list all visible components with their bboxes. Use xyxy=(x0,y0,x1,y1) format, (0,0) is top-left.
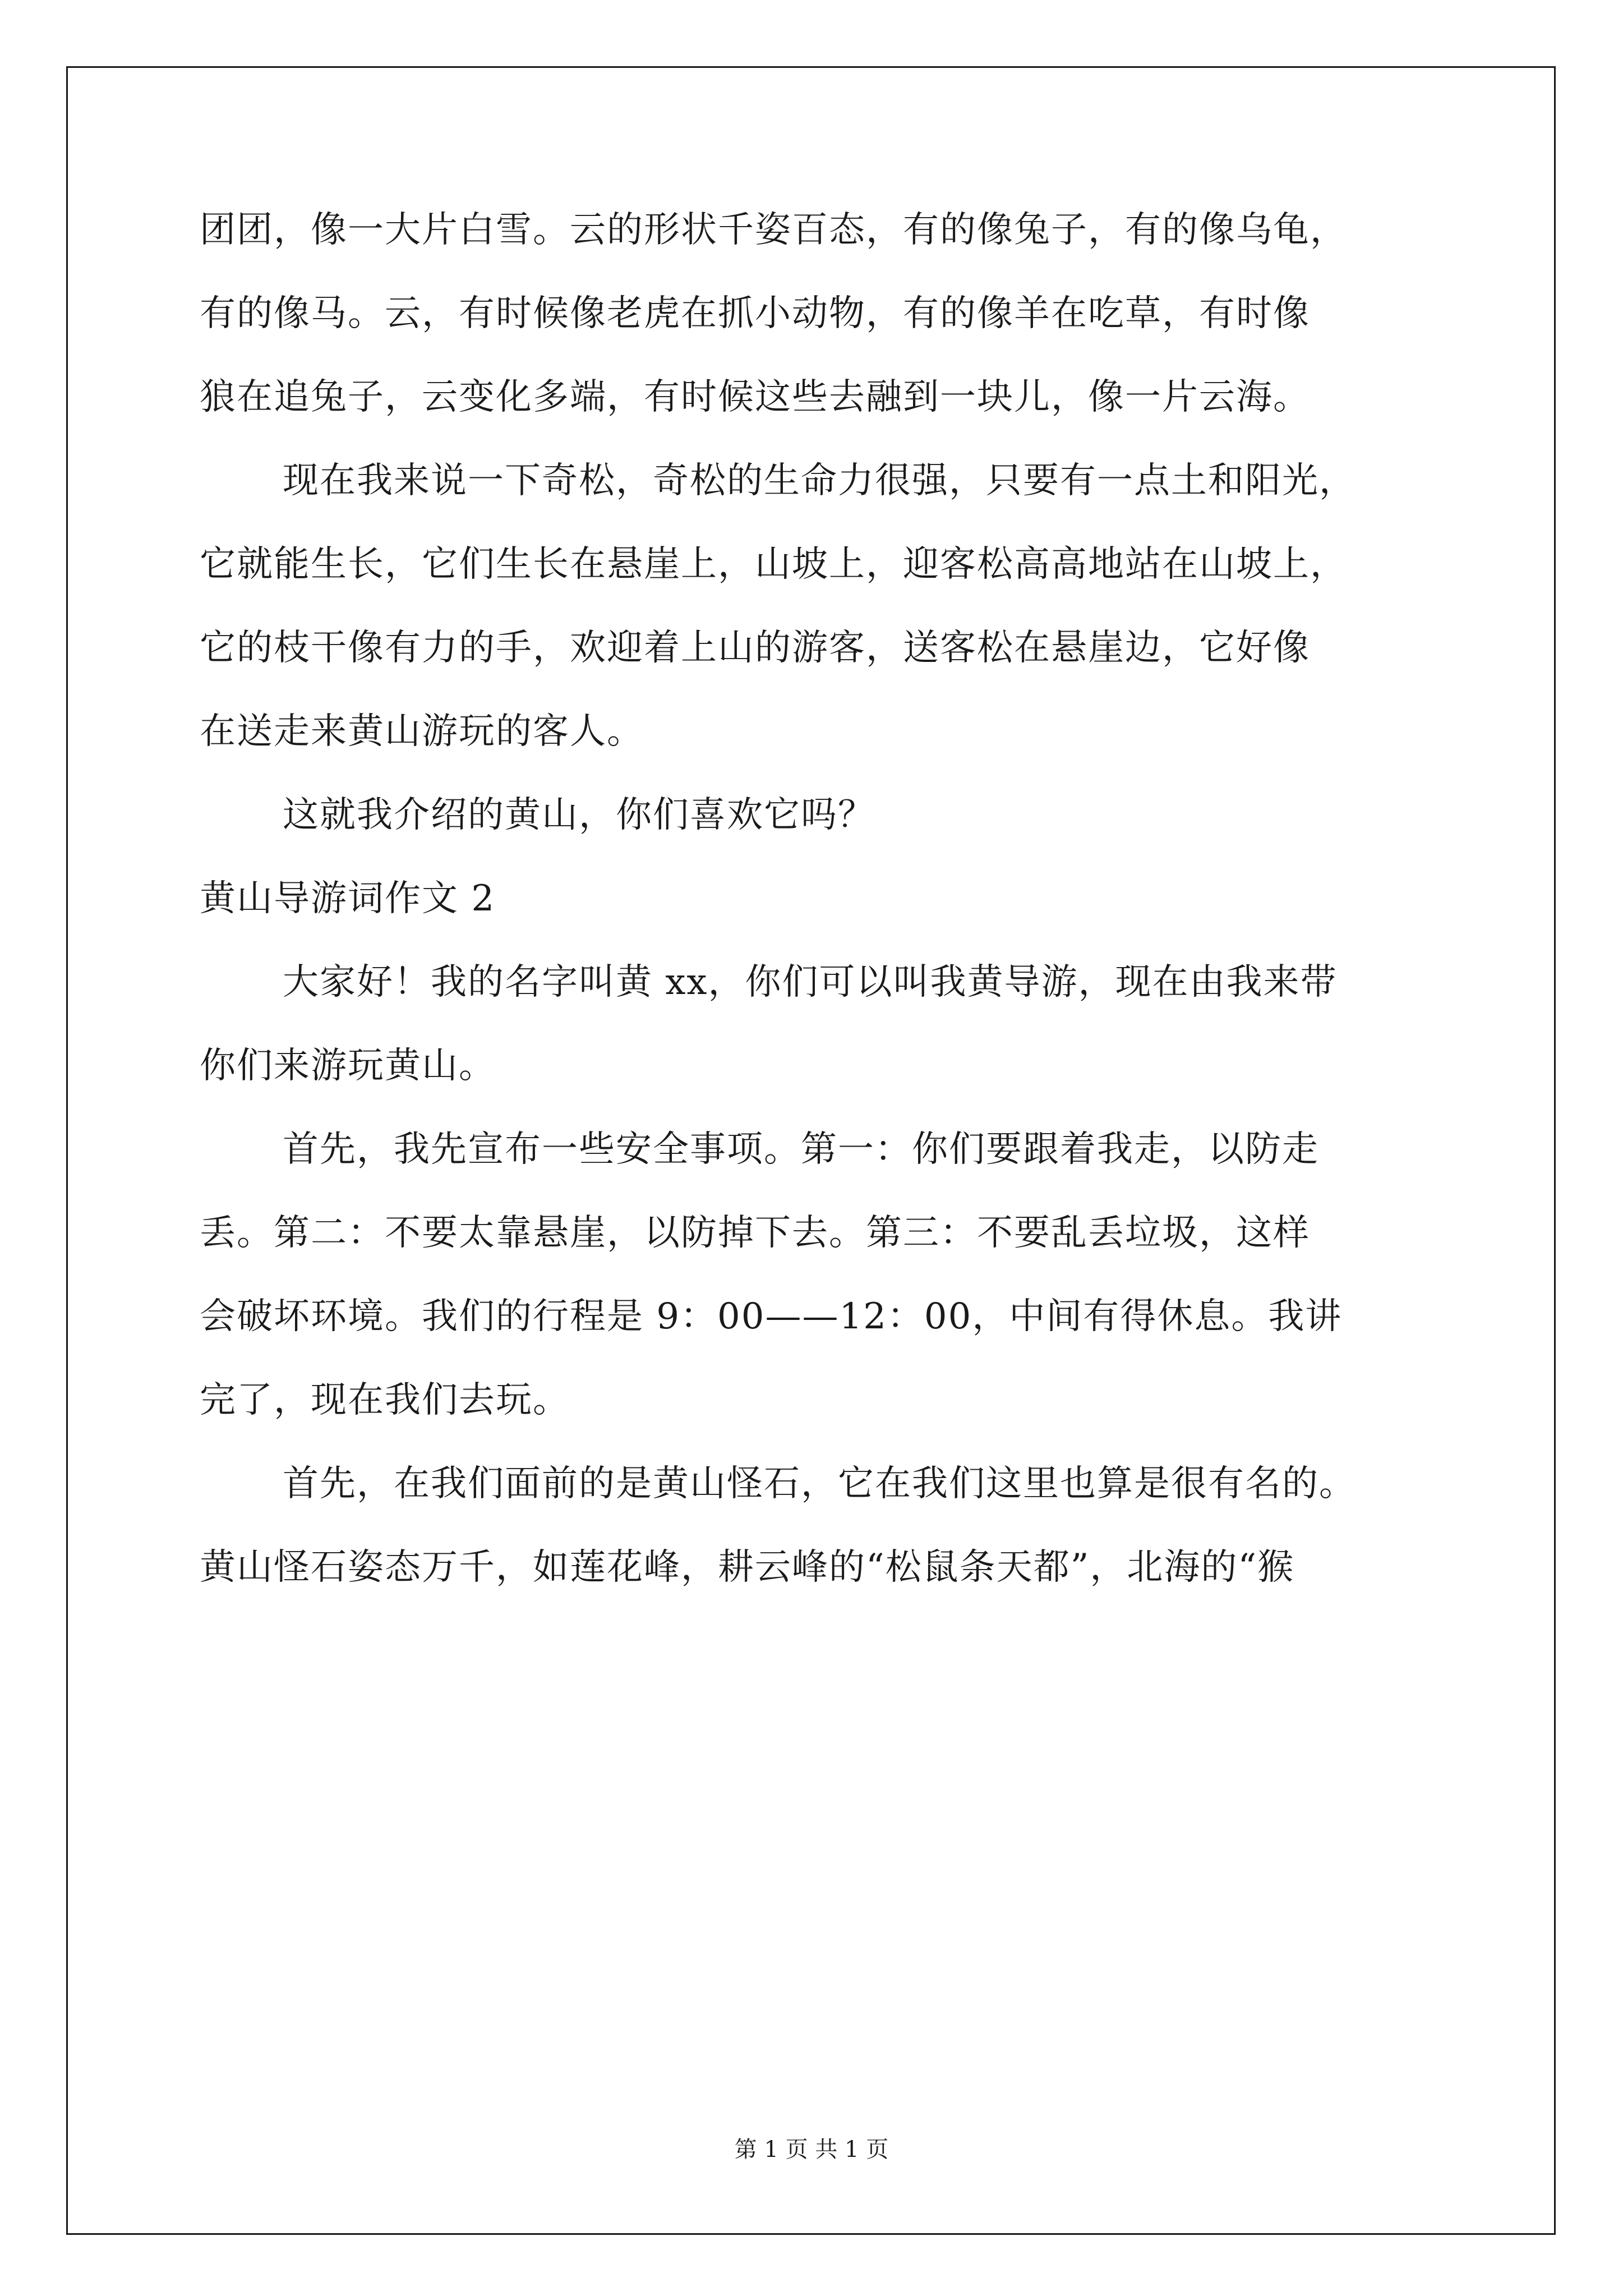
text-line-11: 你们来游玩黄山。 xyxy=(200,1045,496,1087)
text-line-17: 黄山怪石姿态万千，如莲花峰，耕云峰的“松鼠条天都”，北海的“猴 xyxy=(200,1547,1295,1588)
text-line-6: 它的枝干像有力的手，欢迎着上山的游客，送客松在悬崖边，它好像 xyxy=(200,627,1310,669)
text-line-10: 大家好！我的名字叫黄 xx，你们可以叫我黄导游，现在由我来带 xyxy=(283,961,1338,1003)
page-footer: 第 1 页 共 1 页 xyxy=(734,2137,889,2162)
text-line-8: 这就我介绍的黄山，你们喜欢它吗？ xyxy=(283,794,875,836)
document-body xyxy=(200,209,1456,1633)
text-line-16: 首先，在我们面前的是黄山怪石，它在我们这里也算是很有名的。 xyxy=(283,1463,1356,1504)
section-heading: 黄山导游词作文 2 xyxy=(200,878,496,919)
text-line-3: 狼在追兔子，云变化多端，有时候这些去融到一块儿，像一片云海。 xyxy=(200,376,1310,418)
text-line-12: 首先，我先宣布一些安全事项。第一：你们要跟着我走，以防走 xyxy=(283,1129,1319,1170)
text-line-1: 团团，像一大片白雪。云的形状千姿百态，有的像兔子，有的像乌龟， xyxy=(200,209,1347,251)
text-line-15: 完了，现在我们去玩。 xyxy=(200,1379,570,1421)
text-line-14: 会破坏环境。我们的行程是 9：00——12：00，中间有得休息。我讲 xyxy=(200,1296,1343,1337)
text-line-7: 在送走来黄山游玩的客人。 xyxy=(200,711,644,752)
text-line-5: 它就能生长，它们生长在悬崖上，山坡上，迎客松高高地站在山坡上， xyxy=(200,544,1347,585)
text-line-2: 有的像马。云，有时候像老虎在抓小动物，有的像羊在吃草，有时像 xyxy=(200,293,1310,334)
text-line-13: 丢。第二：不要太靠悬崖，以防掉下去。第三：不要乱丢垃圾，这样 xyxy=(200,1212,1310,1254)
text-line-4: 现在我来说一下奇松，奇松的生命力很强，只要有一点土和阳光， xyxy=(283,460,1356,501)
